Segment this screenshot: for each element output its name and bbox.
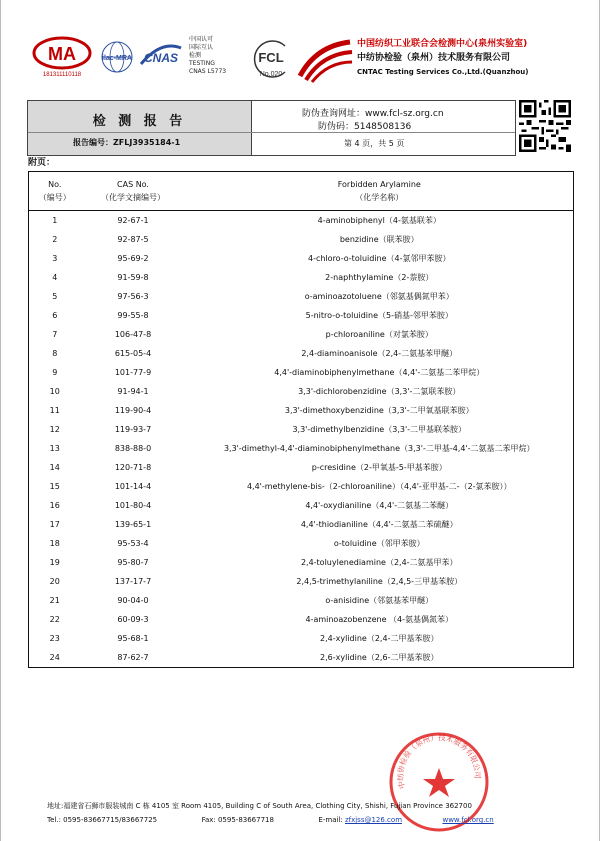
page-info: 第 4 页，共 5 页 [344,139,405,148]
table-row [29,477,574,496]
cell-no: 9 [52,368,58,377]
svg-text:中纺协检验（泉州）技术服务有限公司: 中纺协检验（泉州）技术服务有限公司 [395,733,483,790]
report-header-box [27,100,516,156]
cell-no: 11 [49,406,60,415]
table-row [29,249,574,268]
cell-name: 2,4-diaminoanisole（2,4-二氨基苯甲醚） [301,349,458,358]
table-row [29,401,574,420]
cell-name: 4,4'-thiodianiline（4,4'-二氨基二苯硫醚） [300,520,458,529]
cell-no: 4 [52,273,58,282]
footer-address: 地址:福建省石狮市服装城南 C 栋 4105 室 Room 4105, Building C of South Area, Clothing City, Shishi, Fujian Province 362700 [47,802,472,810]
fcl-logo [249,38,291,80]
cell-no: 17 [49,520,60,529]
table-row [29,515,574,534]
cell-no: 13 [49,444,60,453]
cnas-accreditation-text: 中国认可 国际互认 检测 TESTING CNAS L5773 [189,36,227,75]
cell-name: o-aminoazotoluene（邻氨基偶氮甲苯） [304,292,454,301]
cell-no: 24 [49,653,60,662]
cell-cas: 92-87-5 [117,235,149,244]
cell-cas: 91-94-1 [117,387,149,396]
qr-code-icon [519,100,571,152]
cell-no: 15 [49,482,60,491]
table-row [29,268,574,287]
table-row [29,420,574,439]
table-row [29,553,574,572]
table-row [29,382,574,401]
footer-email-link[interactable]: zfxjss@126.com [344,816,403,824]
cell-cas: 92-67-1 [117,216,149,225]
cell-no: 6 [52,311,58,320]
table-row [29,629,574,648]
footer-website-link[interactable]: www.fcl.org.cn [442,816,494,824]
footer-email-label: E-mail: [318,816,345,824]
cell-name: 3,3'-dimethylbenzidine（3,3'-二甲基联苯胺） [292,425,467,434]
cell-no: 12 [49,425,60,434]
cell-name: 5-nitro-o-toluidine（5-硝基-邻甲苯胺） [305,311,453,320]
cell-cas: 91-59-8 [117,273,149,282]
cell-no: 23 [49,634,60,643]
cell-cas: 60-09-3 [117,615,149,624]
cell-no: 22 [49,615,60,624]
cell-no: 16 [49,501,60,510]
table-row [29,325,574,344]
col-header-name: Forbidden Arylamine （化学名称） [186,172,574,211]
cell-cas: 95-69-2 [117,254,149,263]
cell-cas: 120-71-8 [114,463,152,472]
cell-cas: 615-05-4 [114,349,152,358]
table-row [29,648,574,668]
svg-text:CNAS: CNAS [143,51,179,65]
report-title: 检 测 报 告 [92,114,187,129]
query-website: 防伪查询网址：www.fcl-sz.org.cn [302,109,444,119]
cell-name: 2-naphthylamine（2-萘胺） [325,273,434,282]
cell-name: 2,4-toluylenediamine（2,4-二氨基甲苯） [300,558,458,567]
cell-no: 8 [52,349,58,358]
table-row [29,534,574,553]
table-row [29,306,574,325]
ilac-mra-logo [97,40,137,74]
svg-text:No.020: No.020 [259,71,283,78]
cell-name: o-toluidine（邻甲苯胺） [333,539,425,548]
cell-no: 21 [49,596,60,605]
table-header-row [29,172,574,211]
cell-no: 7 [52,330,58,339]
cell-no: 14 [49,463,60,472]
col-header-cas: CAS No. （化学文摘编号） [81,172,186,211]
cell-cas: 139-65-1 [114,520,152,529]
cell-name: 4-aminoazobenzene （4-氨基偶氮苯） [305,615,454,624]
table-row [29,591,574,610]
cell-cas: 101-80-4 [114,501,152,510]
cell-no: 5 [52,292,58,301]
cell-name: 4-chloro-o-toluidine（4-氯邻甲苯胺） [308,254,451,263]
forbidden-arylamine-table [28,171,574,668]
table-row [29,211,574,231]
cell-cas: 838-88-0 [114,444,152,453]
footer-fax: Fax: 0595-83667718 [201,816,274,824]
cell-no: 1 [52,216,58,225]
cell-cas: 95-53-4 [117,539,149,548]
cell-name: p-cresidine（2-甲氧基-5-甲基苯胺） [311,463,447,472]
cell-name: 2,6-xylidine（2,6-二甲基苯胺） [320,653,439,662]
footer [47,799,494,827]
cell-no: 2 [52,235,58,244]
cell-name: 4-aminobiphenyl（4-氨基联苯） [317,216,441,225]
table-row [29,363,574,382]
svg-text:FCL: FCL [258,50,284,65]
cell-name: 3,3'-dimethoxybenzidine（3,3'-二甲氧基联苯胺） [284,406,474,415]
cnas-logo [137,38,185,74]
cell-name: 3,3'-dimethyl-4,4'-diaminobiphenylmethane（3,3'-二甲基-4,4'-二氨基二苯甲烷） [223,444,535,453]
table-row [29,458,574,477]
cell-cas: 106-47-8 [114,330,152,339]
cell-no: 3 [52,254,58,263]
report-number: 报告编号：ZFLJ3935184-1 [73,138,181,147]
cell-no: 20 [49,577,60,586]
table-row [29,230,574,249]
table-row [29,287,574,306]
cell-cas: 101-77-9 [114,368,152,377]
anti-fake-code: 防伪码：5148508136 [318,122,412,132]
cell-cas: 90-04-0 [117,596,149,605]
table-row [29,496,574,515]
col-header-no: No. （编号） [29,172,81,211]
cell-no: 18 [49,539,60,548]
cell-cas: 119-93-7 [114,425,152,434]
cell-cas: 87-62-7 [117,653,149,662]
table-row [29,572,574,591]
cell-cas: 99-55-8 [117,311,149,320]
cell-name: o-anisidine（邻氨基苯甲醚） [325,596,434,605]
cell-no: 19 [49,558,60,567]
cell-name: benzidine（联苯胺） [339,235,419,244]
cell-name: 4,4'-diaminobiphenylmethane（4,4'-二氨基二苯甲烷） [274,368,485,377]
cell-name: 3,3'-dichlorobenzidine（3,3'-二氯联苯胺） [298,387,461,396]
cell-cas: 119-90-4 [114,406,152,415]
table-row [29,344,574,363]
cell-cas: 97-56-3 [117,292,149,301]
cell-cas: 95-80-7 [117,558,149,567]
svg-text:181311110118: 181311110118 [42,72,82,78]
cell-name: 4,4'-methylene-bis-（2-chloroaniline）（4,4'-亚甲基-二-（2-氯苯胺）） [246,482,512,491]
cell-name: 2,4-xylidine（2,4-二甲基苯胺） [320,634,439,643]
cma-logo [31,36,93,78]
cell-name: 2,4,5-trimethylaniline（2,4,5-三甲基苯胺） [296,577,463,586]
cell-no: 10 [49,387,60,396]
svg-text:MA: MA [48,44,76,64]
cell-cas: 95-68-1 [117,634,149,643]
cell-name: 4,4'-oxydianiline（4,4'-二氨基二苯醚） [305,501,454,510]
organization-name: 中国纺织工业联合会检测中心(泉州实验室) 中纺协检验（泉州）技术服务有限公司 CNTAC Testing Services Co.,Ltd.(Quanzhou) [357,39,529,76]
table-row [29,439,574,458]
cell-name: p-chloroaniline（对氯苯胺） [325,330,433,339]
cntac-flag-logo [296,36,354,84]
svg-text:ilac-MRA: ilac-MRA [102,55,132,62]
cell-cas: 101-14-4 [114,482,152,491]
cell-cas: 137-17-7 [114,577,152,586]
table-row [29,610,574,629]
appendix-label: 附页： [28,158,56,168]
footer-tel: Tel.: 0595-83667715/83667725 [47,816,158,824]
